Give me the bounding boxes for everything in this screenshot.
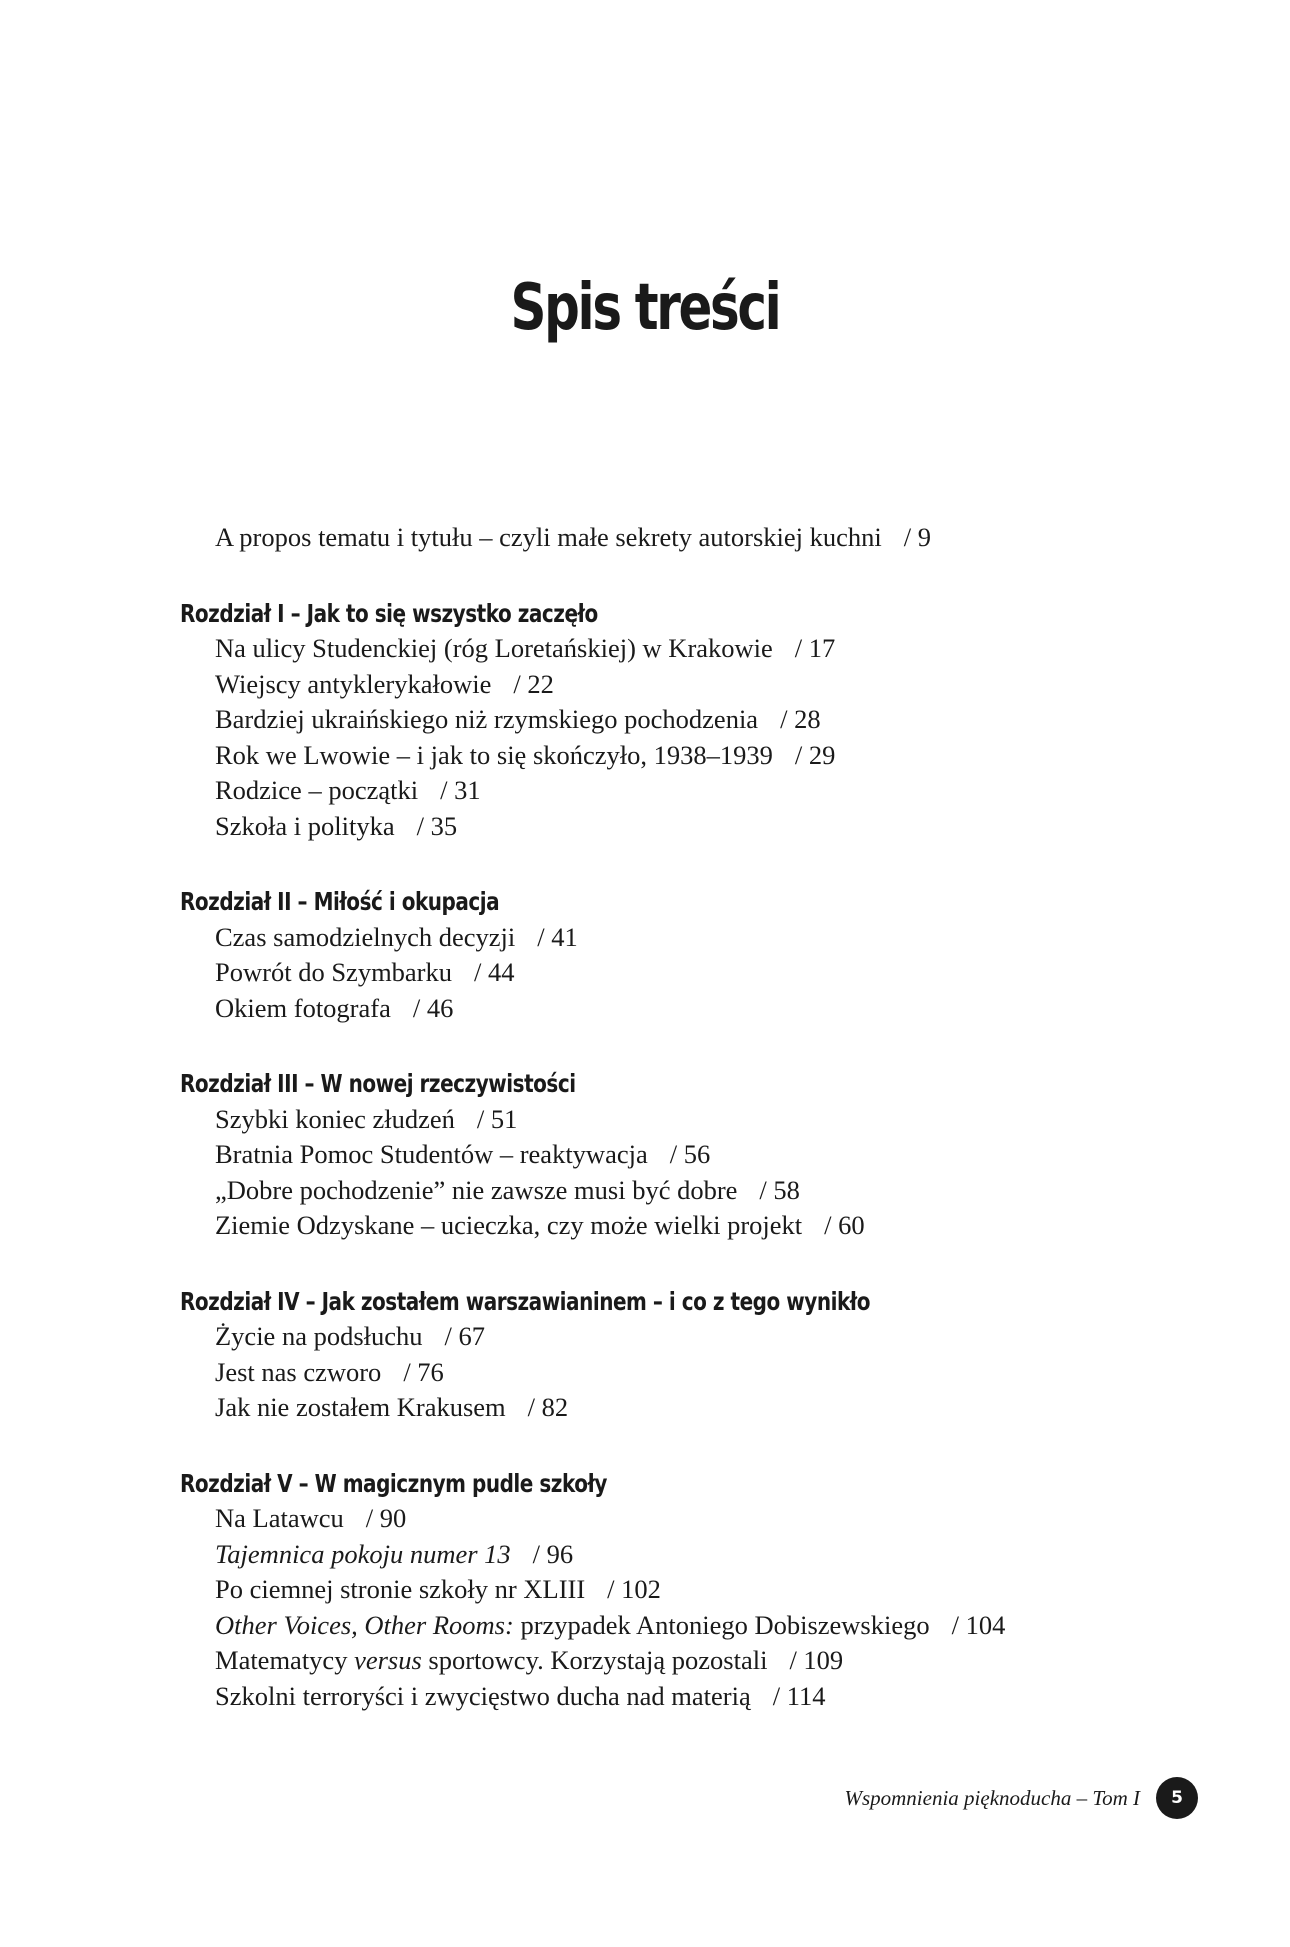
toc-entry [180, 1390, 1180, 1426]
toc-entry-page: / 114 [772, 1680, 826, 1711]
page-title: Spis treści [510, 271, 780, 345]
toc-entry-page: / 102 [607, 1574, 661, 1604]
toc-entry-text: przypadek Antoniego Dobiszewskiego [513, 1609, 930, 1640]
toc-entry-text: Matematycy [215, 1645, 355, 1675]
toc-entry [180, 920, 1180, 956]
toc-entry [180, 631, 1180, 667]
toc-entry-text: Ziemie Odzyskane – ucieczka, czy może wielki projekt [215, 1210, 803, 1240]
toc-entry-page: / 90 [365, 1503, 407, 1533]
toc-entry-text: Rok we Lwowie – i jak to się skończyło, 1938–1939 [215, 739, 773, 770]
chapter-heading-2: Rozdział II – Miłość i okupacja [180, 887, 500, 916]
toc-entry-page: / 17 [794, 633, 836, 663]
toc-entry-text: Szkoła i polityka [215, 810, 395, 841]
toc-entry-text: Szkolni terroryści i zwycięstwo ducha nad materią [215, 1680, 751, 1711]
toc-entry-page: / 104 [951, 1609, 1006, 1640]
toc-entry-page: / 82 [527, 1392, 569, 1422]
toc-entry-page: / 56 [669, 1139, 711, 1169]
toc-entry [180, 1572, 1180, 1608]
toc-entry-page: / 22 [513, 668, 554, 699]
toc-entry [180, 1608, 1180, 1644]
toc-entry-text: Życie na podsłuchu [215, 1321, 423, 1351]
toc-entry-page: / 60 [824, 1210, 865, 1240]
toc-entry [180, 773, 1180, 809]
toc-entry-page: / 35 [416, 810, 458, 841]
toc-entry [180, 1102, 1180, 1138]
toc-entry [180, 1173, 1180, 1209]
toc-entry [180, 1355, 1180, 1391]
toc-entry-page: / 28 [780, 704, 821, 734]
toc-entry-text: Bratnia Pomoc Studentów – reaktywacja [215, 1139, 648, 1169]
toc-entry [180, 1501, 1180, 1537]
toc-entry-page: / 96 [532, 1538, 574, 1569]
toc-entry-page: / 67 [444, 1321, 486, 1351]
toc-entry-text: Bardziej ukraińskiego niż rzymskiego pochodzenia [215, 704, 759, 734]
toc-entry-text: Okiem fotografa [215, 992, 391, 1023]
toc-entry [180, 809, 1180, 845]
toc-entry [180, 1208, 1180, 1244]
chapter-heading-5: Rozdział V – W magicznym pudle szkoły [180, 1468, 607, 1498]
toc-entry-page: / 29 [794, 739, 836, 770]
toc-entry-text: sportowcy. Korzystają pozostali [421, 1645, 768, 1675]
toc-entry-text: Na Latawcu [215, 1503, 344, 1533]
toc-entry-text: Po ciemnej stronie szkoły nr XLIII [215, 1574, 586, 1604]
toc-entry-page: / 31 [440, 775, 481, 805]
toc-entry-text: Na ulicy Studenckiej (róg Loretańskiej) w Krakowie [215, 633, 773, 663]
toc-entry-page: / 76 [403, 1356, 444, 1387]
toc-entry-text: Jak nie zostałem Krakusem [215, 1392, 506, 1422]
toc-entry [180, 1679, 1180, 1715]
toc-entry [180, 702, 1180, 738]
toc-entry-page: / 41 [537, 921, 578, 952]
chapter-heading-4: Rozdział IV – Jak zostałem warszawianinem – i co z tego wynikło [180, 1286, 870, 1316]
toc-entry [180, 1643, 1180, 1679]
toc-entry-intro [180, 520, 1180, 556]
toc-entry-text: „Dobre pochodzenie” nie zawsze musi być dobre [215, 1174, 738, 1205]
toc-entry-text: Szybki koniec złudzeń [215, 1103, 455, 1134]
chapter-heading-3: Rozdział III – W nowej rzeczywistości [180, 1069, 576, 1098]
toc-entry [180, 738, 1180, 774]
chapter-heading-1: Rozdział I – Jak to się wszystko zaczęło [180, 598, 598, 628]
toc-entry-page: / 46 [412, 992, 454, 1023]
toc-entry [180, 1319, 1180, 1355]
toc-entry [180, 667, 1180, 703]
toc-entry-page: / 58 [759, 1174, 800, 1205]
toc-entry-text-italic: versus [354, 1645, 422, 1675]
toc-entry-page: / 51 [476, 1103, 518, 1134]
toc-entry-page: / 9 [903, 522, 932, 552]
toc-entry-text: Powrót do Szymbarku [215, 957, 453, 987]
running-footer: Wspomnienia pięknoducha – Tom I [844, 1786, 1140, 1810]
toc-entry [180, 991, 1180, 1027]
toc-entry-page: / 109 [789, 1645, 844, 1675]
toc-entry-text: A propos tematu i tytułu – czyli małe sekrety autorskiej kuchni [215, 522, 882, 552]
page-number-badge: 5 [1156, 1777, 1198, 1819]
toc-entry-text-italic: Other Voices, Other Rooms: [215, 1609, 514, 1640]
toc-entry [180, 955, 1180, 991]
toc-entry-text: Czas samodzielnych decyzji [215, 921, 516, 952]
toc-entry [180, 1537, 1180, 1573]
toc-entry-text: Rodzice – początki [215, 775, 419, 805]
table-of-contents [180, 520, 1180, 1714]
toc-entry-text: Wiejscy antyklerykałowie [215, 668, 492, 699]
toc-entry-text-italic: Tajemnica pokoju numer 13 [215, 1538, 511, 1569]
toc-entry [180, 1137, 1180, 1173]
toc-entry-page: / 44 [474, 957, 515, 987]
toc-entry-text: Jest nas czworo [215, 1356, 382, 1387]
